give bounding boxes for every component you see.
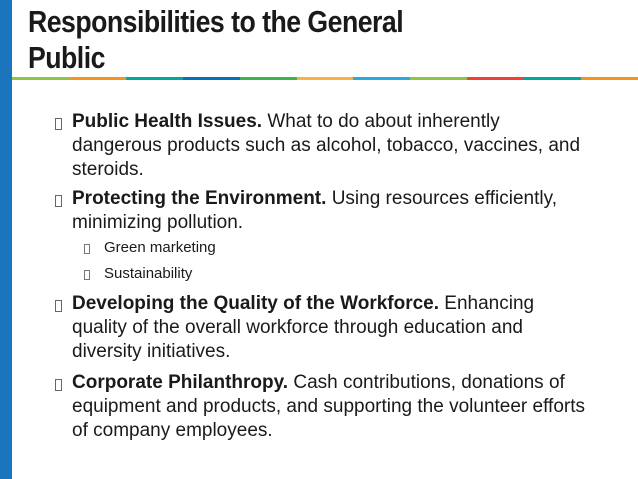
rule-segment	[297, 77, 354, 80]
rule-segment	[353, 77, 410, 80]
rule-segment	[410, 77, 467, 80]
bullet-text: Enhancing quality of the overall workforce through education and diversity initiatives.	[72, 293, 535, 362]
title-underline-rule	[12, 77, 638, 80]
list-item	[72, 187, 592, 235]
rule-segment	[524, 77, 581, 80]
bullet-heading: Public Health Issues.	[72, 111, 263, 132]
rule-segment	[581, 77, 638, 80]
bullet-text: What to do about inherently dangerous products such as alcohol, tobacco, vaccines, and steroids.	[72, 111, 581, 180]
bullet-marker-icon	[52, 189, 68, 209]
bullet-marker-icon	[52, 112, 68, 132]
rule-segment	[183, 77, 240, 80]
list-item	[72, 371, 592, 443]
bullet-marker-icon	[52, 373, 68, 393]
list-item	[72, 292, 592, 364]
sub-list-item: Green marketing	[104, 239, 216, 256]
bullet-marker-icon	[52, 294, 68, 314]
left-accent-bar	[0, 0, 12, 479]
rule-segment	[69, 77, 126, 80]
bullet-heading: Protecting the Environment.	[72, 188, 327, 209]
rule-segment	[240, 77, 297, 80]
bullet-heading: Corporate Philanthropy.	[72, 372, 289, 393]
rule-segment	[12, 77, 69, 80]
title-line-2: Public	[28, 40, 105, 75]
bullet-text: Using resources efficiently, minimizing pollution.	[72, 188, 557, 233]
slide-title	[28, 4, 527, 76]
sub-bullet-marker-icon	[82, 266, 96, 284]
rule-segment	[126, 77, 183, 80]
rule-segment	[467, 77, 524, 80]
sub-bullet-marker-icon	[82, 240, 96, 258]
bullet-text: Cash contributions, donations of equipment and products, and supporting the volunteer efforts of company employees.	[72, 372, 585, 441]
title-line-1: Responsibilities to the General	[28, 4, 404, 39]
list-item	[72, 110, 592, 182]
bullet-heading: Developing the Quality of the Workforce.	[72, 293, 440, 314]
sub-list-item: Sustainability	[104, 265, 193, 282]
